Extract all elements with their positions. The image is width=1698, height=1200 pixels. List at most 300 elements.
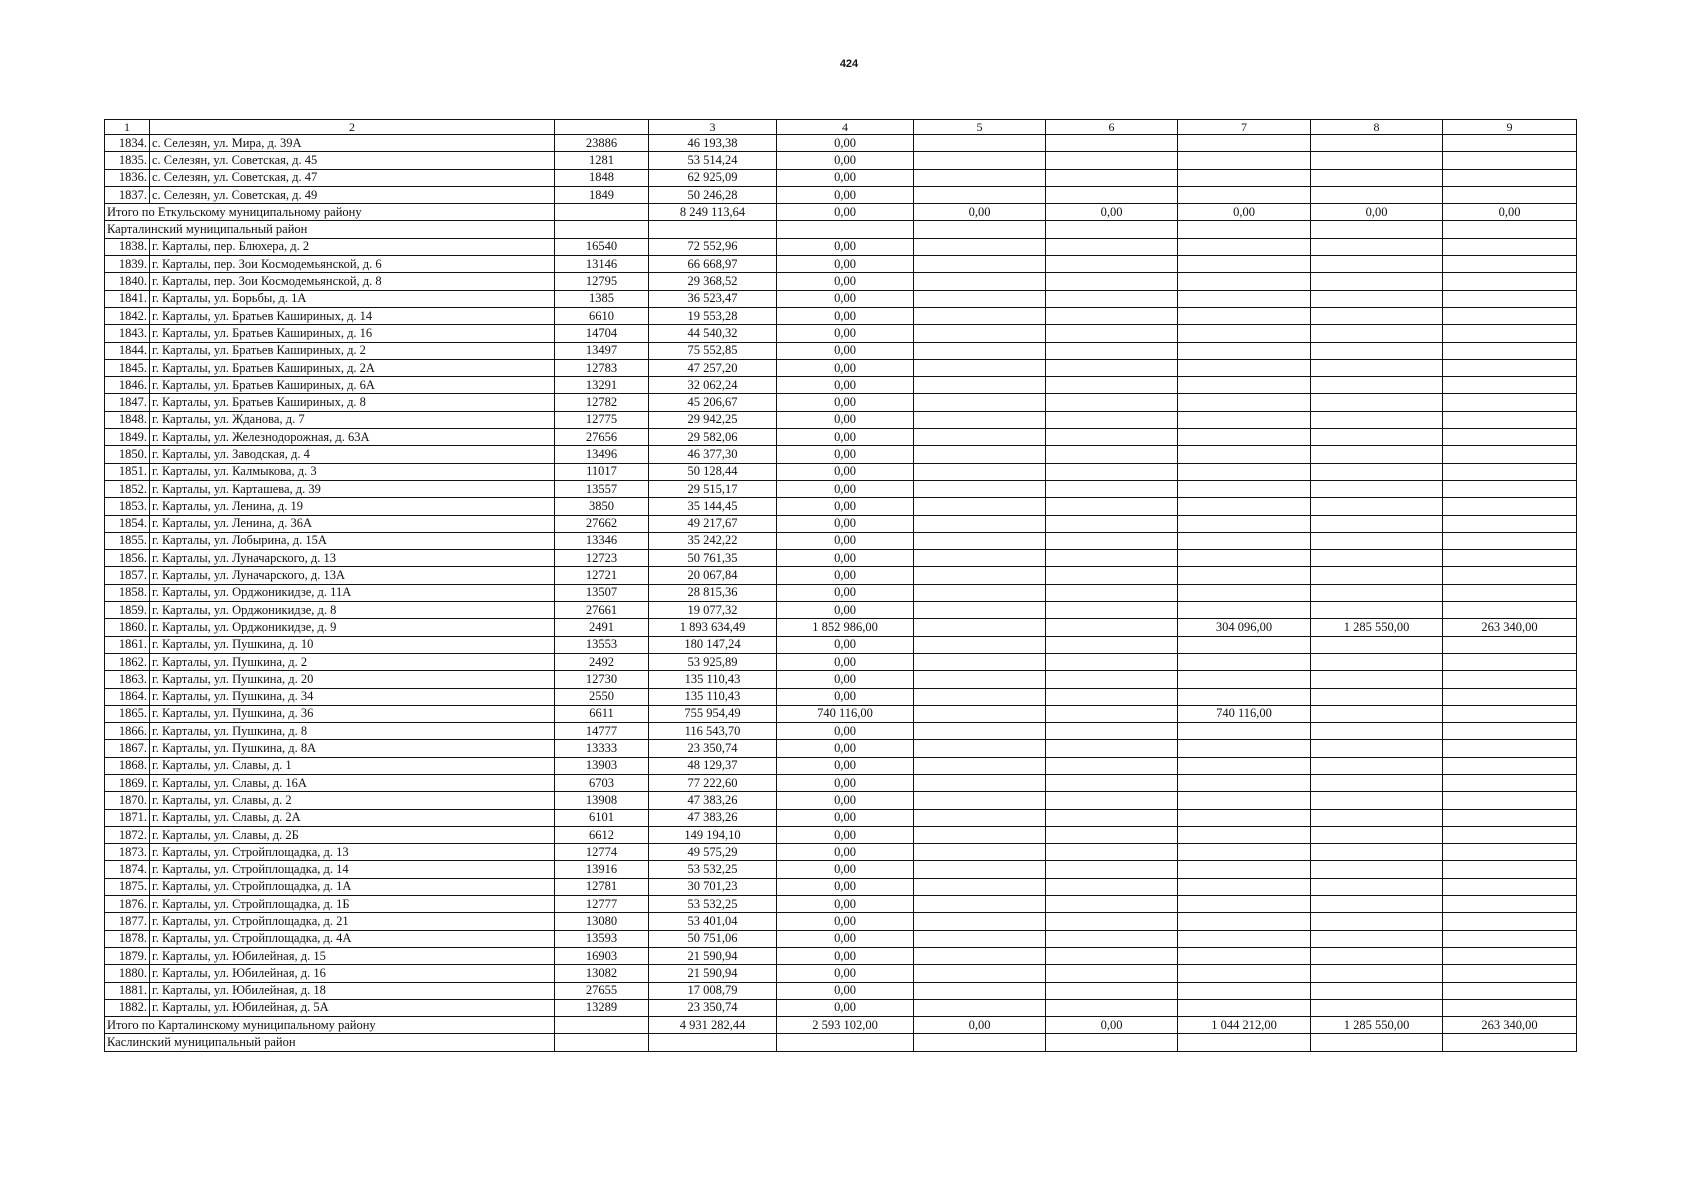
value-col-8 [1311,896,1443,913]
table-row [105,671,1577,688]
value-col-7 [1178,550,1311,567]
value-col-6 [1046,135,1178,152]
value-col-8 [1311,446,1443,463]
value-col-3: 29 582,06 [649,429,777,446]
section-label: Карталинский муниципальный район [105,221,555,238]
row-number: 1878. [105,930,150,947]
total-label: Итого по Еткульскому муниципальному району [105,204,555,221]
building-id: 13557 [555,480,649,497]
building-id: 12730 [555,671,649,688]
value-col-9 [1443,861,1577,878]
value-col-5 [914,671,1046,688]
value-col-3: 149 194,10 [649,826,777,843]
building-id: 13497 [555,342,649,359]
value-col-7 [1178,135,1311,152]
table-row [105,446,1577,463]
value-col-7 [1178,723,1311,740]
row-number: 1854. [105,515,150,532]
value-col-3: 135 110,43 [649,671,777,688]
value-col-5 [914,290,1046,307]
value-col-3: 135 110,43 [649,688,777,705]
row-number: 1848. [105,411,150,428]
value-col-4 [777,1034,914,1051]
building-id: 12781 [555,878,649,895]
value-col-8 [1311,705,1443,722]
address: г. Карталы, ул. Славы, д. 16А [150,774,555,791]
col-header-5: 5 [914,120,1046,135]
value-col-9 [1443,567,1577,584]
value-col-9 [1443,982,1577,999]
building-id: 27662 [555,515,649,532]
value-col-6 [1046,965,1178,982]
address: г. Карталы, ул. Лобырина, д. 15А [150,532,555,549]
row-number: 1860. [105,619,150,636]
value-col-8 [1311,152,1443,169]
value-col-6 [1046,1034,1178,1051]
value-col-6 [1046,671,1178,688]
building-id: 1385 [555,290,649,307]
value-col-5 [914,273,1046,290]
row-number: 1870. [105,792,150,809]
table-row [105,619,1577,636]
row-number: 1865. [105,705,150,722]
table-row [105,359,1577,376]
value-col-8: 1 285 550,00 [1311,1017,1443,1034]
value-col-6 [1046,584,1178,601]
value-col-5 [914,705,1046,722]
value-col-6 [1046,896,1178,913]
building-id [555,221,649,238]
value-col-7 [1178,273,1311,290]
value-col-5 [914,515,1046,532]
value-col-9 [1443,394,1577,411]
value-col-9 [1443,498,1577,515]
value-col-5 [914,186,1046,203]
value-col-5 [914,636,1046,653]
value-col-5 [914,446,1046,463]
value-col-8 [1311,653,1443,670]
value-col-9 [1443,671,1577,688]
value-col-7 [1178,844,1311,861]
value-col-3: 19 077,32 [649,602,777,619]
table-row [105,273,1577,290]
value-col-4: 0,00 [777,550,914,567]
value-col-5 [914,152,1046,169]
value-col-5 [914,965,1046,982]
value-col-7 [1178,307,1311,324]
row-number: 1843. [105,325,150,342]
address: г. Карталы, ул. Братьев Кашириных, д. 8 [150,394,555,411]
value-col-6 [1046,325,1178,342]
address: г. Карталы, ул. Стройплощадка, д. 1Б [150,896,555,913]
value-col-3: 28 815,36 [649,584,777,601]
value-col-5 [914,584,1046,601]
building-id: 13903 [555,757,649,774]
value-col-4: 740 116,00 [777,705,914,722]
value-col-8 [1311,307,1443,324]
value-col-8 [1311,792,1443,809]
value-col-5 [914,861,1046,878]
value-col-3: 19 553,28 [649,307,777,324]
address: г. Карталы, ул. Стройплощадка, д. 13 [150,844,555,861]
building-id: 12777 [555,896,649,913]
value-col-8 [1311,498,1443,515]
value-col-4: 0,00 [777,688,914,705]
col-header-blank [555,120,649,135]
value-col-9: 263 340,00 [1443,1017,1577,1034]
value-col-3: 29 515,17 [649,480,777,497]
value-col-5 [914,809,1046,826]
address: с. Селезян, ул. Советская, д. 45 [150,152,555,169]
value-col-5 [914,307,1046,324]
row-number: 1866. [105,723,150,740]
value-col-8 [1311,930,1443,947]
value-col-9: 0,00 [1443,204,1577,221]
value-col-9 [1443,584,1577,601]
value-col-7 [1178,169,1311,186]
value-col-6 [1046,809,1178,826]
value-col-4: 2 593 102,00 [777,1017,914,1034]
value-col-4: 0,00 [777,463,914,480]
value-col-7 [1178,653,1311,670]
value-col-3: 180 147,24 [649,636,777,653]
value-col-5 [914,913,1046,930]
value-col-5 [914,999,1046,1016]
value-col-8 [1311,550,1443,567]
building-id: 3850 [555,498,649,515]
row-number: 1840. [105,273,150,290]
value-col-5 [914,723,1046,740]
value-col-6 [1046,342,1178,359]
address: г. Карталы, ул. Пушкина, д. 34 [150,688,555,705]
address: г. Карталы, ул. Луначарского, д. 13А [150,567,555,584]
building-id: 13146 [555,256,649,273]
value-col-3: 50 128,44 [649,463,777,480]
value-col-3: 48 129,37 [649,757,777,774]
value-col-3: 47 257,20 [649,359,777,376]
value-col-5 [914,135,1046,152]
value-col-9 [1443,238,1577,255]
value-col-9 [1443,273,1577,290]
value-col-3: 1 893 634,49 [649,619,777,636]
row-number: 1882. [105,999,150,1016]
value-col-4: 0,00 [777,844,914,861]
value-col-4: 0,00 [777,359,914,376]
value-col-6 [1046,238,1178,255]
table-row [105,463,1577,480]
value-col-7: 0,00 [1178,204,1311,221]
building-id: 6611 [555,705,649,722]
table-row [105,982,1577,999]
table-row [105,688,1577,705]
value-col-4: 0,00 [777,204,914,221]
value-col-3: 49 217,67 [649,515,777,532]
value-col-3: 53 925,89 [649,653,777,670]
address: г. Карталы, ул. Пушкина, д. 20 [150,671,555,688]
value-col-8 [1311,826,1443,843]
table-row [105,342,1577,359]
value-col-5 [914,878,1046,895]
value-col-6 [1046,498,1178,515]
building-id: 2550 [555,688,649,705]
value-col-7 [1178,774,1311,791]
page-number: 424 [839,58,859,70]
value-col-7 [1178,809,1311,826]
value-col-7 [1178,290,1311,307]
value-col-5 [914,896,1046,913]
value-col-4: 0,00 [777,896,914,913]
value-col-3: 44 540,32 [649,325,777,342]
value-col-8: 1 285 550,00 [1311,619,1443,636]
value-col-7 [1178,221,1311,238]
building-id: 12723 [555,550,649,567]
value-col-7 [1178,186,1311,203]
value-col-8 [1311,394,1443,411]
value-col-9 [1443,256,1577,273]
table-row [105,550,1577,567]
table-row [105,999,1577,1016]
value-col-6 [1046,446,1178,463]
value-col-4: 0,00 [777,584,914,601]
value-col-7 [1178,861,1311,878]
address: г. Карталы, ул. Стройплощадка, д. 1А [150,878,555,895]
value-col-8: 0,00 [1311,204,1443,221]
table-row [105,602,1577,619]
value-col-4: 0,00 [777,342,914,359]
value-col-7 [1178,532,1311,549]
address: г. Карталы, ул. Заводская, д. 4 [150,446,555,463]
row-number: 1839. [105,256,150,273]
table-row [105,135,1577,152]
address: г. Карталы, ул. Славы, д. 2Б [150,826,555,843]
value-col-7: 1 044 212,00 [1178,1017,1311,1034]
address: г. Карталы, ул. Железнодорожная, д. 63А [150,429,555,446]
value-col-8 [1311,532,1443,549]
value-col-6 [1046,844,1178,861]
value-col-4: 0,00 [777,792,914,809]
row-number: 1851. [105,463,150,480]
value-col-8 [1311,861,1443,878]
value-col-5 [914,653,1046,670]
building-id: 12795 [555,273,649,290]
building-id: 12775 [555,411,649,428]
value-col-8 [1311,947,1443,964]
value-col-4: 0,00 [777,757,914,774]
value-col-9 [1443,480,1577,497]
value-col-7 [1178,896,1311,913]
building-id: 13553 [555,636,649,653]
row-number: 1836. [105,169,150,186]
value-col-6 [1046,774,1178,791]
value-col-9 [1443,550,1577,567]
table-row [105,826,1577,843]
table-row [105,186,1577,203]
address: г. Карталы, ул. Жданова, д. 7 [150,411,555,428]
building-id: 1848 [555,169,649,186]
row-number: 1850. [105,446,150,463]
table-row [105,930,1577,947]
value-col-3: 47 383,26 [649,809,777,826]
value-col-5 [914,740,1046,757]
value-col-9 [1443,653,1577,670]
value-col-8 [1311,584,1443,601]
value-col-9 [1443,878,1577,895]
district-section-row [105,221,1577,238]
value-col-8 [1311,999,1443,1016]
value-col-6 [1046,930,1178,947]
table-row [105,411,1577,428]
value-col-5 [914,774,1046,791]
value-col-9 [1443,1034,1577,1051]
building-id: 12783 [555,359,649,376]
value-col-8 [1311,377,1443,394]
address: г. Карталы, ул. Орджоникидзе, д. 9 [150,619,555,636]
building-id: 13082 [555,965,649,982]
value-col-7 [1178,671,1311,688]
address: г. Карталы, пер. Зои Космодемьянской, д. 6 [150,256,555,273]
value-col-4: 0,00 [777,135,914,152]
value-col-8 [1311,740,1443,757]
value-col-6 [1046,723,1178,740]
table-row [105,947,1577,964]
row-number: 1872. [105,826,150,843]
col-header-9: 9 [1443,120,1577,135]
building-id: 12782 [555,394,649,411]
value-col-9 [1443,774,1577,791]
value-col-7 [1178,325,1311,342]
table-row [105,394,1577,411]
value-col-3: 116 543,70 [649,723,777,740]
register-table [104,119,1577,1052]
value-col-6 [1046,429,1178,446]
value-col-7 [1178,982,1311,999]
building-id: 6101 [555,809,649,826]
value-col-7 [1178,792,1311,809]
building-id: 1849 [555,186,649,203]
value-col-7 [1178,359,1311,376]
value-col-4: 0,00 [777,498,914,515]
value-col-9 [1443,290,1577,307]
value-col-9 [1443,152,1577,169]
value-col-8 [1311,913,1443,930]
value-col-7 [1178,498,1311,515]
value-col-6 [1046,394,1178,411]
table-row [105,792,1577,809]
value-col-8 [1311,186,1443,203]
table-row [105,809,1577,826]
table-row [105,861,1577,878]
row-number: 1835. [105,152,150,169]
section-label: Каслинский муниципальный район [105,1034,555,1051]
table-row [105,532,1577,549]
value-col-7 [1178,636,1311,653]
value-col-5 [914,757,1046,774]
value-col-6 [1046,273,1178,290]
row-number: 1859. [105,602,150,619]
value-col-6 [1046,480,1178,497]
value-col-6 [1046,982,1178,999]
value-col-8 [1311,723,1443,740]
value-col-9 [1443,411,1577,428]
table-row [105,169,1577,186]
value-col-4: 0,00 [777,307,914,324]
value-col-6 [1046,740,1178,757]
table-row [105,480,1577,497]
value-col-4: 0,00 [777,290,914,307]
value-col-5 [914,325,1046,342]
row-number: 1857. [105,567,150,584]
row-number: 1876. [105,896,150,913]
row-number: 1844. [105,342,150,359]
building-id: 13496 [555,446,649,463]
value-col-8 [1311,342,1443,359]
value-col-6 [1046,705,1178,722]
value-col-3: 46 377,30 [649,446,777,463]
value-col-5 [914,930,1046,947]
value-col-8 [1311,844,1443,861]
value-col-5 [914,394,1046,411]
value-col-9 [1443,947,1577,964]
value-col-8 [1311,671,1443,688]
table-row [105,377,1577,394]
value-col-5 [914,221,1046,238]
value-col-9 [1443,169,1577,186]
value-col-4: 0,00 [777,965,914,982]
value-col-6 [1046,169,1178,186]
building-id: 11017 [555,463,649,480]
value-col-3: 66 668,97 [649,256,777,273]
value-col-8 [1311,429,1443,446]
building-id: 2491 [555,619,649,636]
table-body [105,135,1577,1052]
value-col-9 [1443,896,1577,913]
value-col-6 [1046,792,1178,809]
value-col-4: 0,00 [777,567,914,584]
value-col-8 [1311,809,1443,826]
value-col-9 [1443,342,1577,359]
column-header-row [105,120,1577,135]
value-col-3: 62 925,09 [649,169,777,186]
col-header-8: 8 [1311,120,1443,135]
table-row [105,844,1577,861]
row-number: 1874. [105,861,150,878]
value-col-9 [1443,757,1577,774]
value-col-7 [1178,930,1311,947]
row-number: 1864. [105,688,150,705]
value-col-5 [914,792,1046,809]
value-col-8 [1311,359,1443,376]
value-col-4: 0,00 [777,774,914,791]
value-col-4: 0,00 [777,636,914,653]
value-col-9 [1443,325,1577,342]
value-col-3: 50 246,28 [649,186,777,203]
address: г. Карталы, ул. Юбилейная, д. 18 [150,982,555,999]
value-col-4: 0,00 [777,186,914,203]
table-row [105,774,1577,791]
value-col-8 [1311,325,1443,342]
value-col-8 [1311,411,1443,428]
value-col-5 [914,619,1046,636]
value-col-7: 304 096,00 [1178,619,1311,636]
value-col-5 [914,411,1046,428]
value-col-3: 8 249 113,64 [649,204,777,221]
value-col-8 [1311,515,1443,532]
district-total-row [105,204,1577,221]
value-col-6 [1046,878,1178,895]
value-col-7 [1178,1034,1311,1051]
building-id: 16903 [555,947,649,964]
row-number: 1855. [105,532,150,549]
